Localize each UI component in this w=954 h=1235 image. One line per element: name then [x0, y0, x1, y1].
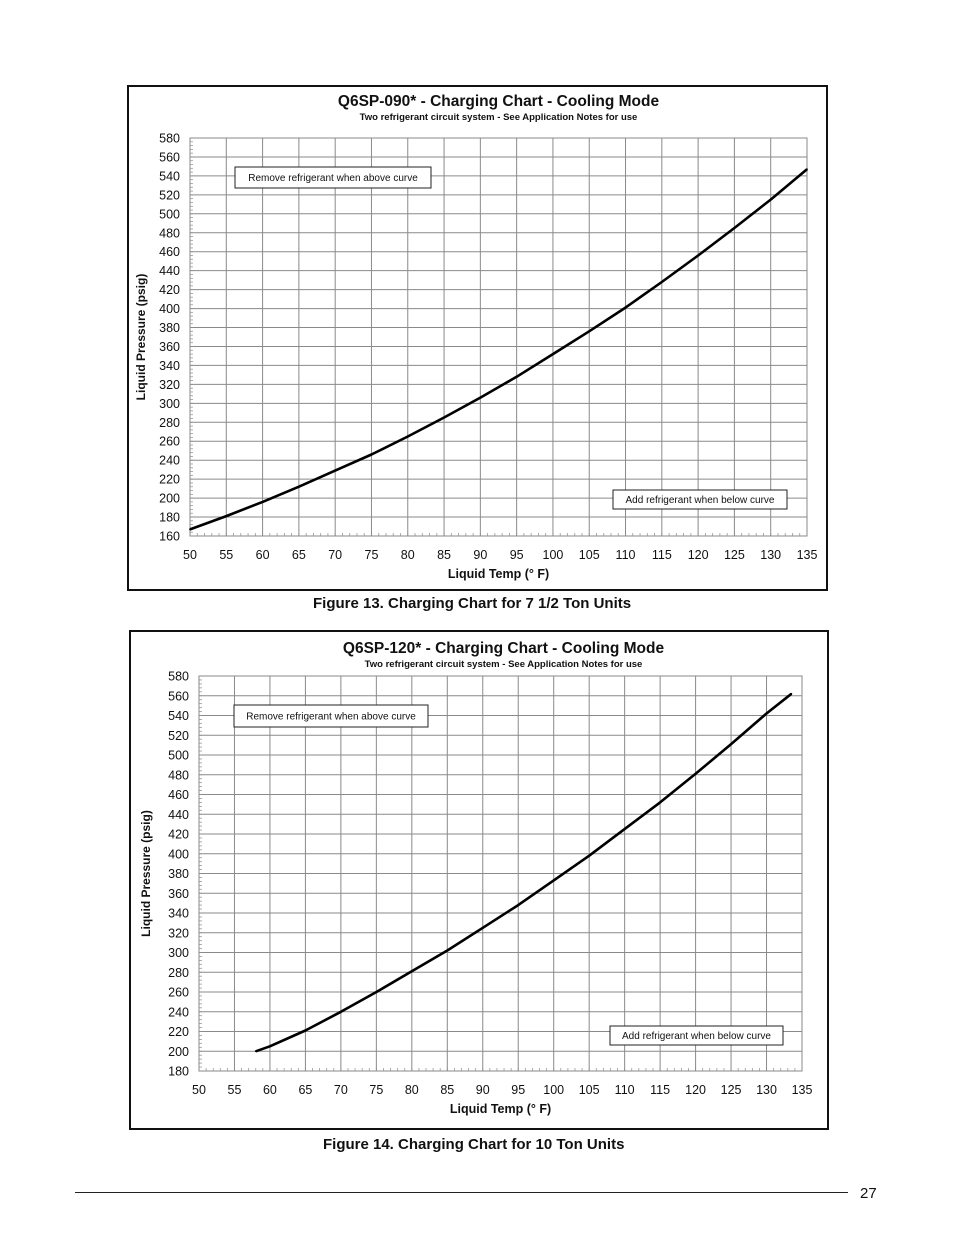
x-tick-label: 80 — [400, 548, 415, 562]
data-point — [407, 436, 409, 438]
y-tick-label: 280 — [168, 965, 189, 980]
data-point — [305, 1030, 307, 1032]
y-tick-label: 560 — [168, 689, 189, 704]
x-tick-label: 110 — [614, 1083, 635, 1097]
data-point — [790, 693, 792, 695]
y-tick-label: 460 — [159, 245, 180, 260]
y-tick-label: 560 — [159, 150, 180, 165]
x-tick-label: 85 — [437, 548, 452, 562]
x-tick-label: 60 — [255, 548, 270, 562]
x-tick-label: 65 — [298, 1083, 313, 1097]
data-point — [661, 281, 663, 283]
data-point — [659, 802, 661, 804]
y-tick-label: 180 — [159, 510, 180, 525]
data-point — [588, 330, 590, 332]
data-point — [482, 927, 484, 929]
x-tick-label: 55 — [227, 1083, 242, 1097]
x-tick-label: 120 — [685, 1083, 707, 1097]
footer-rule — [75, 1192, 848, 1193]
chart-subtitle: Two refrigerant circuit system - See Application Notes for use — [359, 112, 638, 123]
y-tick-label: 200 — [168, 1044, 189, 1059]
x-tick-label: 130 — [760, 548, 782, 562]
y-tick-label: 400 — [159, 302, 180, 317]
data-point — [255, 1050, 257, 1052]
y-tick-label: 420 — [168, 827, 189, 842]
x-tick-label: 105 — [578, 548, 600, 562]
chart-title: Q6SP-090* - Charging Chart - Cooling Mode — [337, 93, 660, 110]
y-tick-label: 500 — [159, 207, 180, 222]
y-tick-label: 300 — [159, 396, 180, 411]
y-tick-label: 420 — [159, 283, 180, 298]
data-point — [697, 255, 699, 257]
y-tick-label: 200 — [159, 491, 180, 506]
chart-subtitle: Two refrigerant circuit system - See Application Notes for use — [364, 659, 643, 670]
x-tick-label: 60 — [262, 1083, 277, 1097]
data-point — [225, 515, 227, 517]
y-tick-label: 360 — [168, 886, 189, 901]
y-tick-label: 460 — [168, 788, 189, 802]
x-tick-label: 75 — [369, 1083, 384, 1097]
data-point — [375, 991, 377, 993]
y-tick-label: 240 — [159, 453, 180, 468]
y-axis-label: Liquid Pressure (psig) — [139, 810, 153, 937]
data-point — [189, 528, 191, 530]
x-tick-label: 75 — [364, 548, 379, 562]
x-tick-label: 90 — [473, 548, 488, 562]
y-tick-label: 440 — [168, 807, 189, 822]
x-tick-label: 100 — [542, 548, 564, 562]
x-tick-label: 125 — [720, 1083, 742, 1097]
x-axis-label: Liquid Temp (° F) — [449, 1102, 552, 1116]
x-tick-label: 120 — [687, 548, 709, 562]
data-point — [334, 470, 336, 472]
figure-13-caption: Figure 13. Charging Chart for 7 1/2 Ton Units — [313, 595, 632, 612]
data-point — [552, 353, 554, 355]
y-tick-label: 360 — [159, 339, 180, 354]
x-tick-label: 135 — [791, 1083, 813, 1097]
y-tick-label: 180 — [168, 1064, 189, 1079]
x-tick-label: 115 — [650, 1083, 671, 1097]
y-tick-label: 540 — [159, 169, 180, 184]
data-point — [262, 501, 264, 503]
y-tick-label: 580 — [159, 131, 180, 146]
y-tick-label: 580 — [168, 669, 189, 684]
data-point — [553, 880, 555, 882]
x-tick-label: 50 — [183, 548, 197, 562]
y-tick-label: 440 — [159, 264, 180, 279]
x-axis-label: Liquid Temp (° F) — [447, 567, 550, 581]
data-point — [371, 454, 373, 456]
data-point — [479, 397, 481, 399]
data-point — [730, 743, 732, 745]
x-tick-label: 95 — [511, 1083, 526, 1097]
data-point — [298, 486, 300, 488]
x-tick-label: 125 — [723, 548, 745, 562]
y-tick-label: 520 — [159, 188, 180, 203]
y-tick-label: 320 — [159, 377, 180, 392]
y-tick-label: 220 — [159, 472, 180, 487]
x-tick-label: 50 — [192, 1083, 206, 1097]
data-point — [734, 227, 736, 229]
x-tick-label: 65 — [291, 548, 306, 562]
x-tick-label: 130 — [756, 1083, 777, 1097]
y-axis-label: Liquid Pressure (psig) — [134, 273, 148, 401]
data-point — [770, 199, 772, 201]
x-tick-label: 135 — [796, 548, 818, 562]
data-point — [340, 1011, 342, 1013]
add-refrigerant-text: Add refrigerant when below curve — [622, 1031, 771, 1042]
data-point — [269, 1045, 271, 1047]
y-tick-label: 160 — [159, 529, 180, 544]
y-tick-label: 380 — [168, 867, 189, 881]
data-point — [446, 950, 448, 952]
chart-q6sp-090 — [127, 85, 828, 591]
y-tick-label: 220 — [168, 1025, 189, 1039]
chart-q6sp-120 — [129, 630, 829, 1130]
y-tick-label: 340 — [168, 906, 189, 921]
x-tick-label: 70 — [328, 548, 343, 562]
page-number: 27 — [860, 1185, 877, 1202]
y-tick-label: 500 — [168, 748, 189, 763]
y-tick-label: 260 — [168, 985, 189, 1000]
y-tick-label: 380 — [159, 321, 180, 336]
x-tick-label: 95 — [509, 548, 524, 562]
y-tick-label: 540 — [168, 709, 189, 723]
y-tick-label: 320 — [168, 926, 189, 941]
y-tick-label: 400 — [168, 847, 189, 862]
data-point — [588, 855, 590, 857]
x-tick-label: 85 — [440, 1083, 455, 1097]
data-point — [517, 904, 519, 906]
y-tick-label: 520 — [168, 728, 189, 743]
add-refrigerant-text: Add refrigerant when below curve — [625, 495, 775, 506]
y-tick-label: 280 — [159, 415, 180, 430]
data-point — [624, 828, 626, 830]
y-tick-label: 240 — [168, 1005, 189, 1020]
x-tick-label: 70 — [333, 1083, 348, 1097]
plot-area — [190, 138, 807, 536]
data-point — [516, 376, 518, 378]
x-tick-label: 90 — [475, 1083, 490, 1097]
chart-title: Q6SP-120* - Charging Chart - Cooling Mode — [342, 640, 665, 657]
x-tick-label: 110 — [615, 548, 636, 562]
x-tick-label: 105 — [578, 1083, 600, 1097]
remove-refrigerant-text: Remove refrigerant when above curve — [248, 173, 418, 184]
data-point — [766, 713, 768, 715]
x-tick-label: 115 — [651, 548, 672, 562]
data-point — [411, 970, 413, 972]
x-tick-label: 80 — [404, 1083, 419, 1097]
remove-refrigerant-text: Remove refrigerant when above curve — [246, 711, 416, 723]
chart-svg-120 — [131, 632, 827, 1128]
x-tick-label: 100 — [543, 1083, 565, 1097]
y-tick-label: 300 — [168, 946, 189, 960]
data-point — [443, 417, 445, 419]
data-point — [695, 773, 697, 775]
y-tick-label: 260 — [159, 434, 180, 449]
data-point — [625, 307, 627, 309]
y-tick-label: 340 — [159, 358, 180, 373]
x-tick-label: 55 — [219, 548, 234, 562]
data-point — [806, 168, 808, 170]
y-tick-label: 480 — [159, 226, 180, 241]
y-tick-label: 480 — [168, 768, 189, 783]
chart-svg-090 — [129, 87, 826, 589]
figure-14-caption: Figure 14. Charging Chart for 10 Ton Units — [323, 1136, 625, 1153]
